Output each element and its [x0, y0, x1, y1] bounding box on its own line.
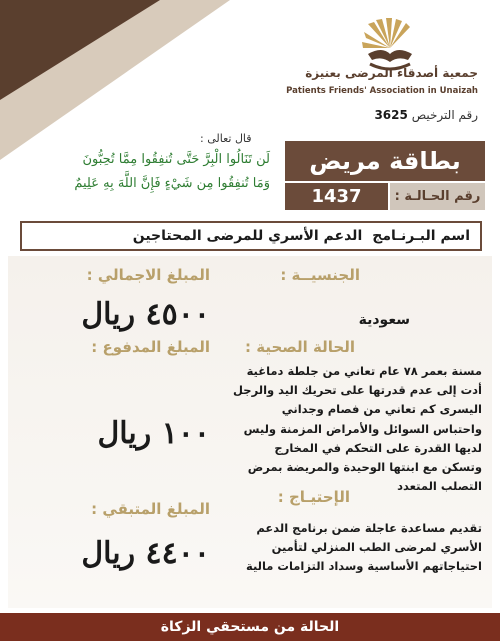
- program-value: الدعم الأسري للمرضى المحتاجين: [132, 228, 363, 244]
- license-info: [374, 108, 478, 122]
- paid-amount-value: ١٠٠ ريال: [97, 416, 210, 451]
- case-number-row: [285, 183, 485, 210]
- program-box: [20, 221, 482, 251]
- remaining-amount-label: المبلغ المتبقي :: [91, 500, 210, 518]
- health-status-text: مسنة بعمر ٧٨ عام تعاني من جلطة دماغية أدت إلى عدم قدرتها على تحريك اليد والرجل اليسرى كم تعاني من فصام وجداني واحتباس السوائل والأمراض المزمنة وليس لديها القدرة على التحكم في المخارج وتسكن مع ابنتها الوحيدة والمريضة بمرض التصلب المتعدد: [233, 364, 482, 494]
- zakat-eligibility-banner: الحالة من مستحقي الزكاة: [0, 613, 500, 641]
- total-amount-label: المبلغ الاجمالي :: [86, 266, 210, 284]
- need-heading: الإحتيـاج :: [277, 488, 350, 506]
- organization-name-ar: جمعية أصدقاء المرضى بعنيزة: [305, 66, 478, 80]
- paid-amount-label: المبلغ المدفوع :: [91, 338, 210, 356]
- quote-line-2: وَمَا تُنفِقُوا مِن شَيْءٍ فَإِنَّ اللَّهَ بِهِ عَلِيمٌ: [74, 176, 270, 191]
- card-title: بطاقة مريض: [285, 141, 485, 181]
- case-number-value: 1437: [285, 183, 388, 210]
- remaining-amount-value: ٤٤٠٠ ريال: [81, 536, 210, 571]
- need-text: تقديم مساعدة عاجلة ضمن برنامج الدعم الأسري لمرضى الطب المنزلي لتأمين احتياجاتهم الأساسية وسداد التزامات مالية: [245, 521, 482, 574]
- nationality-value: سعودية: [358, 312, 410, 328]
- program-label: اسم البـرنـامج: [372, 228, 470, 244]
- license-label: رقم الترخيص: [411, 108, 478, 122]
- quote-intro: قال تعالى :: [200, 132, 252, 145]
- license-number: 3625: [374, 108, 408, 122]
- organization-name-en: Patients Friends' Association in Unaizah: [286, 86, 478, 96]
- total-amount-value: ٤٥٠٠ ريال: [81, 297, 210, 332]
- nationality-heading: الجنسيــة :: [280, 266, 360, 284]
- case-number-label: رقم الحـالـة :: [390, 183, 485, 210]
- quote-line-1: لَن تَنَالُوا الْبِرَّ حَتَّى تُنفِقُوا مِمَّا تُحِبُّونَ: [82, 152, 270, 167]
- health-status-heading: الحالة الصحية :: [245, 338, 355, 356]
